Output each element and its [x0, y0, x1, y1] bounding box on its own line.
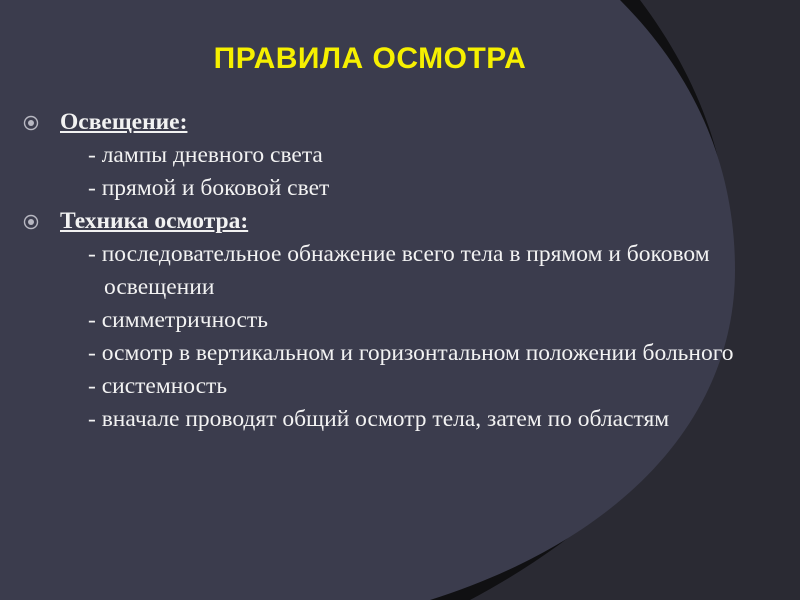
- section-head: [22, 106, 752, 139]
- section-technique: [22, 205, 752, 436]
- list-item: - лампы дневного света: [88, 142, 323, 168]
- circle-bullet-icon: [22, 114, 40, 132]
- list-item: - системность: [88, 373, 228, 399]
- circle-bullet-icon: [22, 213, 40, 231]
- section-heading: Техника осмотра:: [60, 208, 249, 234]
- list-item: - симметричность: [88, 307, 268, 333]
- section-head: [22, 205, 752, 238]
- list-item: - прямой и боковой свет: [88, 175, 330, 201]
- list-item: - последовательное обнажение всего тела в прямом и боковом освещении: [88, 241, 710, 300]
- list-item: - осмотр в вертикальном и горизонтальном положении больного: [88, 340, 734, 366]
- list-item: - вначале проводят общий осмотр тела, затем по областям: [88, 406, 670, 432]
- slide-content: [22, 106, 752, 436]
- section-lighting: [22, 106, 752, 205]
- slide-title: ПРАВИЛА ОСМОТРА: [213, 42, 527, 75]
- section-heading: Освещение:: [60, 109, 188, 135]
